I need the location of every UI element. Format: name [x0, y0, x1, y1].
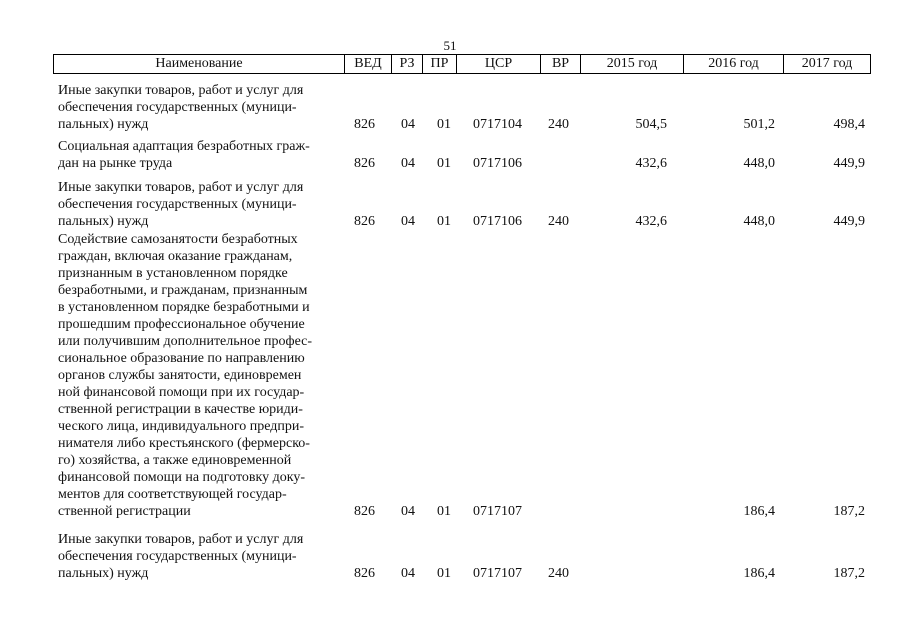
cell-ved: 826 — [354, 117, 375, 132]
cell-pr: 01 — [437, 117, 451, 132]
cell-2017: 187,2 — [833, 504, 865, 519]
cell-rz: 04 — [401, 214, 415, 229]
header-csr: ЦСР — [457, 55, 541, 73]
cell-2016: 448,0 — [743, 156, 775, 171]
header-vr: ВР — [541, 55, 581, 73]
cell-csr: 0717107 — [473, 566, 522, 581]
cell-csr: 0717106 — [473, 156, 522, 171]
table-row — [58, 231, 869, 520]
table-header — [53, 54, 871, 74]
header-2016: 2016 год — [684, 55, 784, 73]
cell-2015: 432,6 — [635, 156, 667, 171]
table-row — [58, 82, 869, 133]
header-rz: РЗ — [392, 55, 423, 73]
page-number: 51 — [443, 38, 457, 53]
cell-2017: 498,4 — [833, 117, 865, 132]
cell-csr: 0717104 — [473, 117, 522, 132]
cell-ved: 826 — [354, 156, 375, 171]
cell-vr: 240 — [548, 566, 569, 581]
cell-2017: 187,2 — [833, 566, 865, 581]
cell-csr: 0717107 — [473, 504, 522, 519]
cell-ved: 826 — [354, 214, 375, 229]
table-row — [58, 531, 869, 582]
cell-rz: 04 — [401, 117, 415, 132]
cell-rz: 04 — [401, 504, 415, 519]
row-name: Иные закупки товаров, работ и услуг для обеспечения государственных (муници- пальных) нужд — [58, 532, 304, 581]
cell-csr: 0717106 — [473, 214, 522, 229]
header-pr: ПР — [423, 55, 457, 73]
cell-2015: 504,5 — [635, 117, 667, 132]
cell-2016: 501,2 — [743, 117, 775, 132]
header-2017: 2017 год — [801, 56, 853, 71]
cell-vr: 240 — [548, 117, 569, 132]
cell-2016: 186,4 — [743, 504, 775, 519]
cell-pr: 01 — [437, 566, 451, 581]
cell-ved: 826 — [354, 504, 375, 519]
cell-2017: 449,9 — [833, 156, 865, 171]
cell-2015: 432,6 — [635, 214, 667, 229]
table-body — [58, 82, 869, 582]
row-name: Иные закупки товаров, работ и услуг для обеспечения государственных (муници- пальных) нужд — [58, 83, 304, 132]
cell-2016: 448,0 — [743, 214, 775, 229]
row-name: Иные закупки товаров, работ и услуг для обеспечения государственных (муници- пальных) нужд — [58, 180, 304, 229]
header-name: Наименование — [54, 55, 345, 73]
cell-pr: 01 — [437, 214, 451, 229]
cell-rz: 04 — [401, 566, 415, 581]
row-name: Социальная адаптация безработных граж- дан на рынке труда — [58, 139, 310, 171]
cell-vr: 240 — [548, 214, 569, 229]
cell-ved: 826 — [354, 566, 375, 581]
header-2015: 2015 год — [581, 55, 684, 73]
table-row — [58, 138, 869, 172]
row-name: Содействие самозанятости безработных граждан, включая оказание гражданам, признанным в установленном порядке безработными, и гражданам, признанным в установленном порядке безработными и прошедшим профессиональное обучение или получившим дополнительное профес- сиональное образование по направлению органов службы занятости, единовремен ной финансовой помощи при их государ- ственной регистрации в качестве юриди- ческого лица, индивидуального предпри- нимателя либо крестьянского (фермерско- го) хозяйства, а также единовременной финансовой помощи на подготовку доку- ментов для соответствующей государ- ственной регистрации — [58, 232, 313, 519]
cell-2017: 449,9 — [833, 214, 865, 229]
cell-pr: 01 — [437, 156, 451, 171]
cell-2016: 186,4 — [743, 566, 775, 581]
table-row — [58, 179, 869, 230]
cell-pr: 01 — [437, 504, 451, 519]
cell-rz: 04 — [401, 156, 415, 171]
header-ved: ВЕД — [345, 55, 392, 73]
